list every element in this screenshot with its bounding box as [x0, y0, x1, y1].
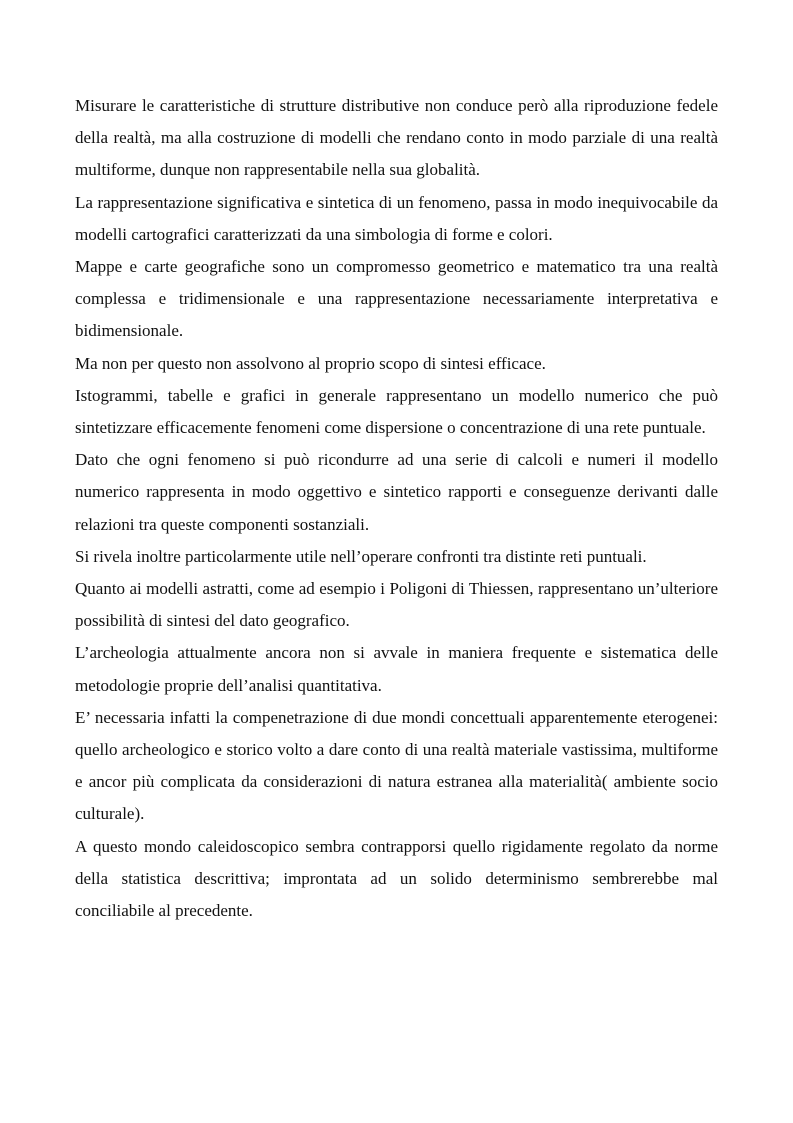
document-body: [75, 90, 718, 927]
paragraph: Istogrammi, tabelle e grafici in generale rappresentano un modello numerico che può sintetizzare efficacemente fenomeni come dispersione o concentrazione di una rete puntuale.: [75, 385, 718, 438]
paragraph: La rappresentazione significativa e sintetica di un fenomeno, passa in modo inequivocabile da modelli cartografici caratterizzati da una simbologia di forme e colori.: [75, 192, 718, 244]
paragraph: Ma non per questo non assolvono al proprio scopo di sintesi efficace.: [75, 353, 546, 373]
paragraph: Si rivela inoltre particolarmente utile nell’operare confronti tra distinte reti puntuali.: [75, 546, 647, 566]
paragraph: Mappe e carte geografiche sono un compromesso geometrico e matematico tra una realtà complessa e tridimensionale e una rappresentazione necessariamente interpretativa e bidimensionale.: [75, 257, 718, 341]
paragraph: Misurare le caratteristiche di strutture distributive non conduce però alla riproduzione fedele della realtà, ma alla costruzione di modelli che rendano conto in modo parziale di una realtà multiforme, dunque non rappresentabile nella sua globalità.: [75, 96, 718, 180]
paragraph: A questo mondo caleidoscopico sembra contrapporsi quello rigidamente regolato da norme della statistica descrittiva; improntata ad un solido determinismo sembrerebbe mal conciliabile al precedente.: [75, 836, 718, 921]
paragraph: Dato che ogni fenomeno si può ricondurre ad una serie di calcoli e numeri il modello numerico rappresenta in modo oggettivo e sintetico rapporti e conseguenze derivanti dalle relazioni tra queste componenti sostanziali.: [75, 450, 718, 534]
paragraph: L’archeologia attualmente ancora non si avvale in maniera frequente e sistematica delle metodologie proprie dell’analisi quantitativa.: [75, 643, 718, 695]
paragraph: Quanto ai modelli astratti, come ad esempio i Poligoni di Thiessen, rappresentano un’ulteriore possibilità di sintesi del dato geografico.: [75, 579, 718, 631]
paragraph: E’ necessaria infatti la compenetrazione di due mondi concettuali apparentemente eterogenei: quello archeologico e storico volto a dare conto di una realtà materiale vastissima, multiforme e ancor più complicata da considerazioni di natura estranea alla materialità( ambiente socio culturale).: [75, 707, 718, 824]
